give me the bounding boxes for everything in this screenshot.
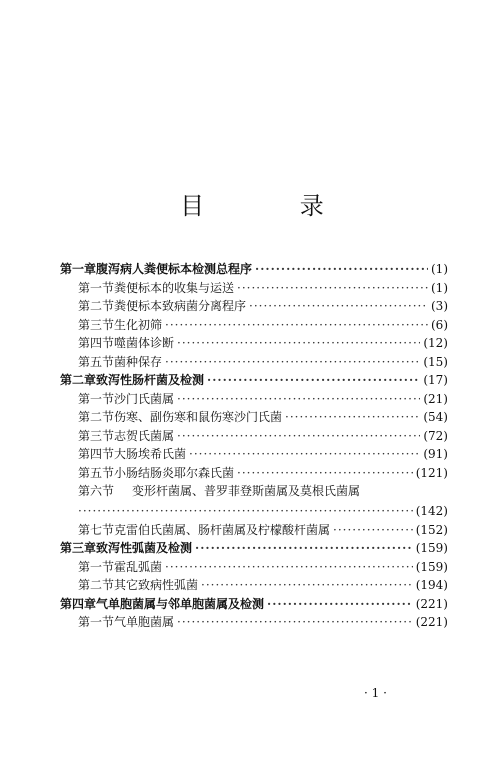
toc-entry [60, 371, 448, 390]
toc-entry-label: 第六节 [78, 484, 115, 498]
toc-entry [60, 595, 448, 614]
dot-leader [165, 353, 420, 372]
toc-entry-page: (12) [423, 336, 448, 350]
toc-entry-title: 粪便标本的收集与运送 [114, 280, 235, 295]
table-of-contents [60, 260, 448, 632]
toc-entry-title: 变形杆菌属、普罗菲登斯菌属及莫根氏菌属 [132, 484, 361, 498]
toc-entry-page: (194) [415, 578, 448, 592]
toc-entry [60, 558, 448, 577]
toc-entry-title: 噬菌体诊断 [114, 336, 175, 350]
toc-entry-page: (21) [423, 391, 448, 406]
toc-entry-page: (6) [431, 317, 448, 332]
dot-leader [207, 371, 420, 390]
toc-entry [60, 445, 448, 464]
toc-entry-page: (15) [423, 354, 448, 369]
toc-entry-page: (159) [415, 559, 448, 574]
toc-entry-label: 第一章 [60, 262, 97, 276]
dot-leader [201, 576, 413, 595]
toc-entry-label: 第二章 [60, 373, 97, 387]
toc-entry-label: 第三节 [78, 317, 115, 332]
toc-entry-page: (54) [423, 410, 448, 424]
toc-entry [60, 464, 448, 483]
toc-entry-title: 克雷伯氏菌属、肠杆菌属及柠檬酸杆菌属 [114, 522, 331, 537]
toc-entry [60, 408, 448, 427]
toc-entry-title: 气单胞菌属 [114, 615, 175, 629]
toc-entry-title: 粪便标本致病菌分离程序 [114, 299, 247, 313]
dot-leader [177, 334, 420, 353]
toc-entry-label: 第五节 [78, 354, 115, 369]
toc-entry-title: 志贺氏菌属 [114, 428, 175, 443]
toc-entry-label: 第一节 [78, 280, 115, 295]
dot-leader [189, 445, 420, 464]
dot-leader [267, 595, 413, 614]
toc-entry [60, 613, 448, 632]
page-title: 目 录 [180, 192, 368, 220]
toc-entry-page: (1) [431, 262, 448, 276]
toc-entry-label: 第四节 [78, 447, 115, 461]
toc-entry-page: (142) [415, 504, 448, 518]
toc-entry-label: 第五节 [78, 465, 115, 480]
dot-leader [195, 539, 413, 558]
toc-entry-label: 第四节 [78, 336, 115, 350]
dot-leader [177, 427, 420, 446]
toc-entry [60, 390, 448, 409]
dot-leader [255, 260, 428, 279]
toc-entry-label: 第二节 [78, 578, 115, 592]
dot-leader [177, 390, 420, 409]
toc-entry-page: (17) [423, 373, 448, 387]
toc-entry-page: (1) [431, 280, 448, 295]
toc-entry-page: (121) [415, 465, 448, 480]
toc-entry-title: 致泻性肠杆菌及检测 [96, 373, 205, 387]
toc-entry-label: 第三节 [78, 428, 115, 443]
toc-entry-page: (152) [415, 522, 448, 537]
toc-entry [60, 427, 448, 446]
toc-entry-title: 沙门氏菌属 [114, 391, 175, 406]
toc-entry-title: 霍乱弧菌 [114, 559, 163, 574]
toc-entry-page: (91) [423, 447, 448, 461]
toc-entry-continuation [60, 502, 448, 521]
dot-leader [237, 464, 413, 483]
toc-entry [60, 521, 448, 540]
dot-leader [285, 408, 420, 427]
toc-entry-label: 第七节 [78, 522, 115, 537]
dot-leader [177, 613, 413, 632]
toc-entry-label: 第四章 [60, 596, 97, 611]
toc-entry-label: 第一节 [78, 615, 115, 629]
dot-leader [237, 279, 428, 298]
toc-entry-title: 腹泻病人粪便标本检测总程序 [96, 262, 253, 276]
toc-entry [60, 297, 448, 316]
toc-entry [60, 482, 448, 502]
toc-entry-label: 第三章 [60, 541, 97, 555]
toc-entry-label: 第一节 [78, 391, 115, 406]
toc-entry [60, 353, 448, 372]
toc-entry-label: 第一节 [78, 559, 115, 574]
toc-entry-page: (221) [415, 596, 448, 611]
toc-entry [60, 334, 448, 353]
toc-entry [60, 316, 448, 335]
dot-leader [165, 558, 413, 577]
toc-entry-label: 第二节 [78, 410, 115, 424]
dot-leader [78, 502, 413, 521]
toc-entry-page: (72) [423, 428, 448, 443]
toc-entry-title: 伤寒、副伤寒和鼠伤寒沙门氏菌 [114, 410, 283, 424]
toc-entry [60, 279, 448, 298]
toc-entry [60, 260, 448, 279]
toc-entry-title: 致泻性弧菌及检测 [96, 541, 193, 555]
dot-leader [165, 316, 428, 335]
toc-entry-page: (221) [415, 615, 448, 629]
toc-entry-title: 菌种保存 [114, 354, 163, 369]
page-number: · 1 · [364, 686, 387, 700]
toc-entry [60, 539, 448, 558]
toc-entry-title: 小肠结肠炎耶尔森氏菌 [114, 465, 235, 480]
toc-entry-label: 第二节 [78, 299, 115, 313]
dot-leader [333, 521, 413, 540]
toc-entry [60, 576, 448, 595]
dot-leader [249, 297, 428, 316]
toc-entry-title: 气单胞菌属与邻单胞菌属及检测 [96, 596, 265, 611]
toc-entry-title: 大肠埃希氏菌 [114, 447, 187, 461]
toc-entry-page: (159) [415, 541, 448, 555]
toc-entry-title: 生化初筛 [114, 317, 163, 332]
toc-entry-title: 其它致病性弧菌 [114, 578, 199, 592]
toc-entry-page: (3) [431, 299, 448, 313]
